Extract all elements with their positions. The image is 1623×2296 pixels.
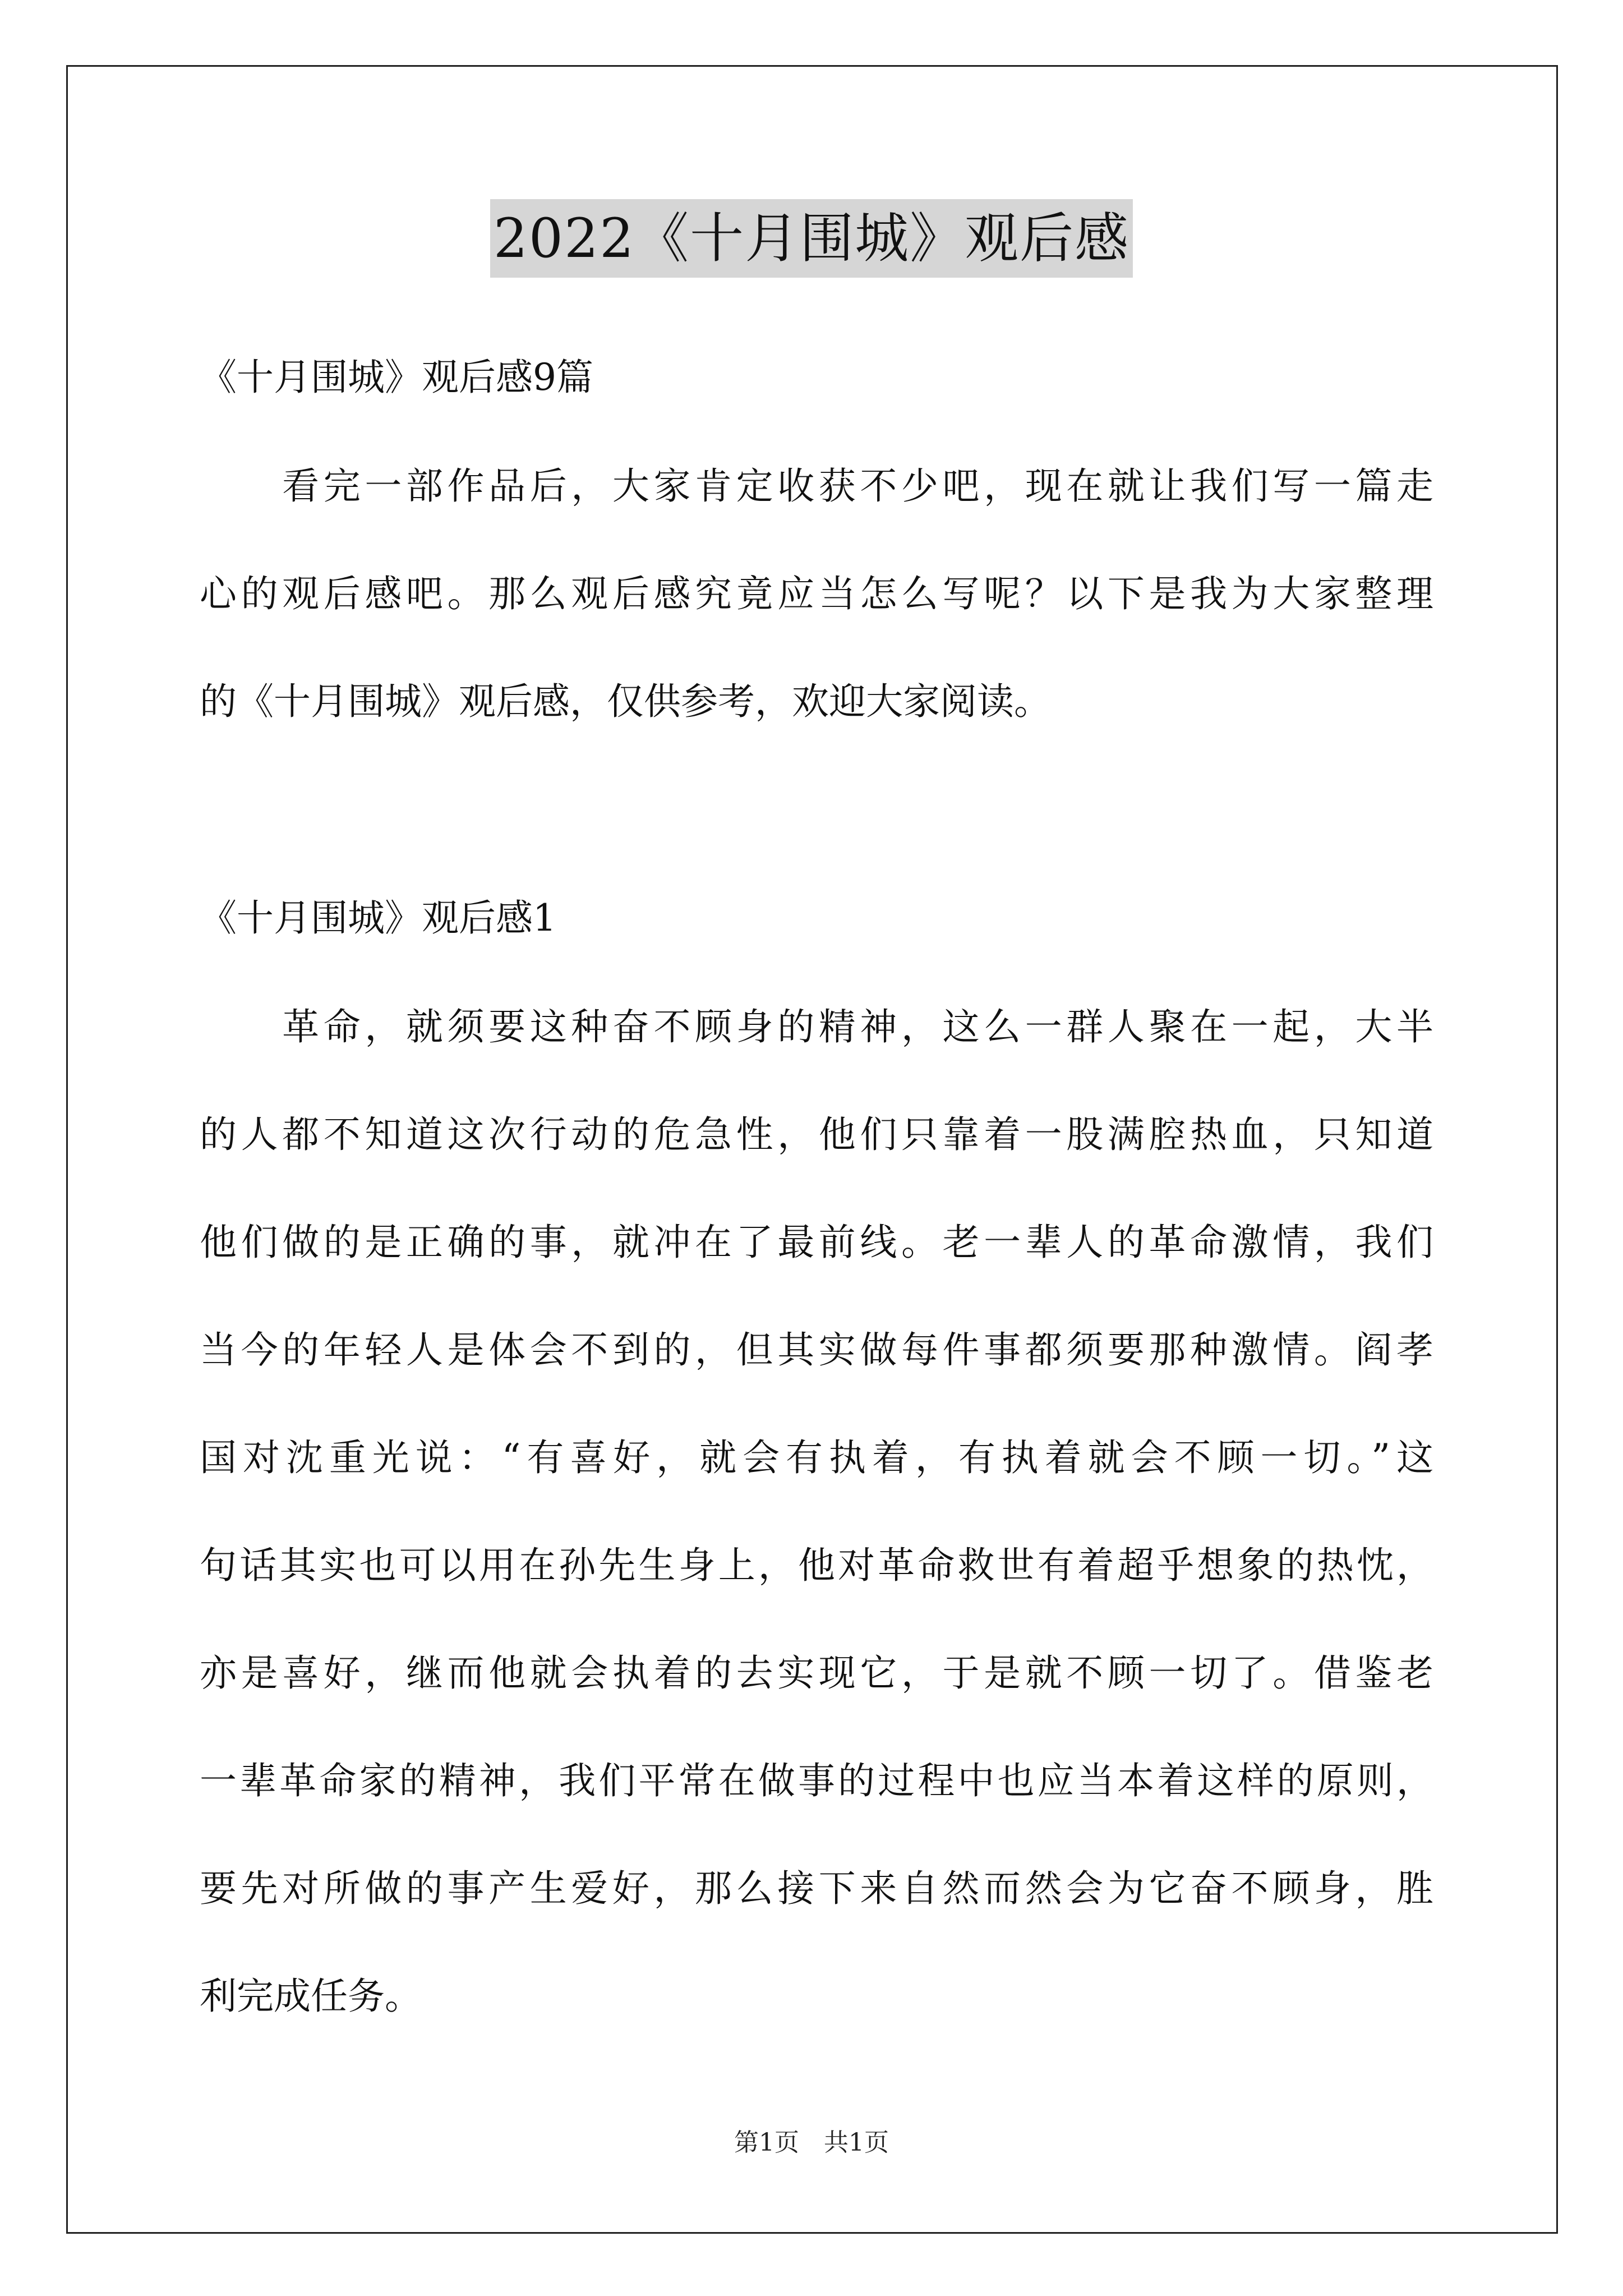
intro-line: 的《十月围城》观后感，仅供参考，欢迎大家阅读。 <box>200 680 1051 723</box>
title-container <box>0 199 1623 278</box>
section-heading: 《十月围城》观后感1 <box>200 896 556 940</box>
page-footer: 第1页 共1页 <box>734 2128 889 2157</box>
body-line: 一辈革命家的精神，我们平常在做事的过程中也应当本着这样的原则， <box>200 1759 1433 1802</box>
body-line: 利完成任务。 <box>200 1975 422 2018</box>
body-line: 要先对所做的事产生爱好，那么接下来自然而然会为它奋不顾身，胜 <box>200 1867 1433 1910</box>
body-line: 句话其实也可以用在孙先生身上，他对革命救世有着超乎想象的热忱， <box>200 1544 1433 1587</box>
document-title: 2022《十月围城》观后感 <box>490 199 1133 278</box>
body-line: 国对沈重光说：“有喜好，就会有执着，有执着就会不顾一切。”这 <box>200 1436 1433 1479</box>
body-line: 他们做的是正确的事，就冲在了最前线。老一辈人的革命激情，我们 <box>200 1221 1433 1264</box>
intro-line: 心的观后感吧。那么观后感究竟应当怎么写呢？以下是我为大家整理 <box>200 572 1433 615</box>
intro-line: 看完一部作品后，大家肯定收获不少吧，现在就让我们写一篇走 <box>200 464 1433 508</box>
subtitle: 《十月围城》观后感9篇 <box>200 356 593 399</box>
body-line: 的人都不知道这次行动的危急性，他们只靠着一股满腔热血，只知道 <box>200 1113 1433 1156</box>
body-line: 当今的年轻人是体会不到的，但其实做每件事都须要那种激情。阎孝 <box>200 1328 1433 1372</box>
body-line: 革命，就须要这种奋不顾身的精神，这么一群人聚在一起，大半 <box>200 1005 1433 1048</box>
body-line: 亦是喜好，继而他就会执着的去实现它，于是就不顾一切了。借鉴老 <box>200 1651 1433 1695</box>
